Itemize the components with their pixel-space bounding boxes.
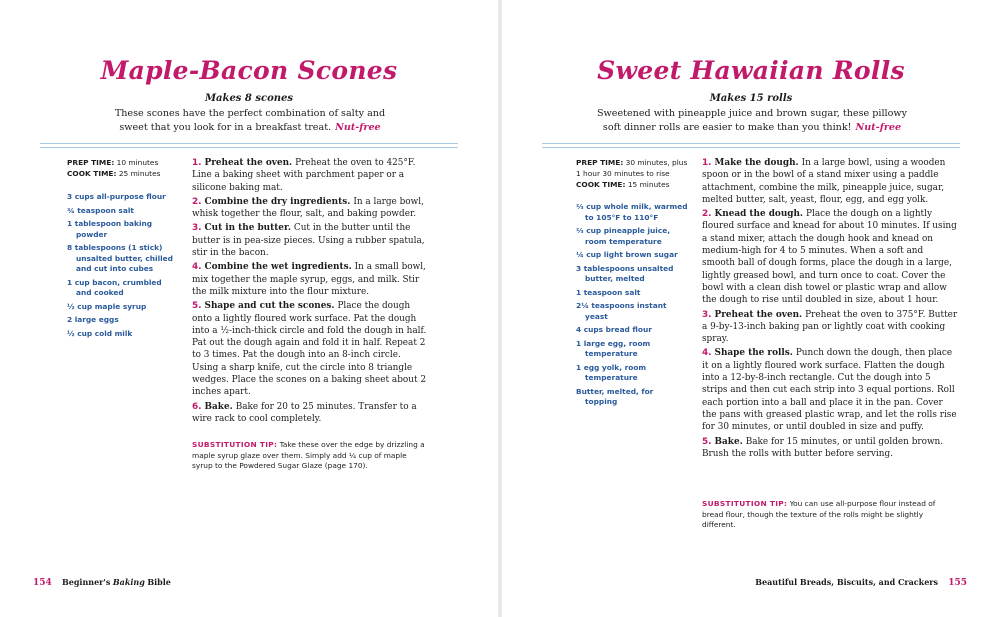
step-number: 3. <box>702 309 712 320</box>
step-text: In a small bowl, mix together the maple syrup, eggs, and milk. Stir the milk mixture into the flour mixture. <box>192 262 426 297</box>
recipe-times <box>576 157 694 190</box>
step-heading: Bake. <box>714 436 743 447</box>
ingredient-item: 1 teaspoon salt <box>576 287 641 297</box>
tip-text: Take these over the edge by drizzling a maple syrup glaze over them. Simply add ¼ cup of maple syrup to the Powdered Sugar Glaze (page 170). <box>192 440 425 471</box>
book-title-b: Baking <box>112 577 145 587</box>
ingredient-item: 8 tablespoons (1 stick) unsalted butter, chilled and cut into cubes <box>67 243 173 273</box>
page-footer <box>33 577 171 588</box>
recipe-times <box>67 157 177 179</box>
step-number: 3. <box>192 223 202 234</box>
step-list <box>192 157 428 427</box>
chapter-title: Beautiful Breads, Biscuits, and Crackers <box>755 577 939 587</box>
tip-label: SUBSTITUTION TIP: <box>702 499 788 508</box>
step-text: Punch down the dough, then place it on a lightly floured work surface. Flatten the dough into a 12-by-8-inch rectangle. Cut the dough into 5 strips and then cut each strip into 3 equal portions. Roll each portion into a ball and place it in the pan. Cover the pans with greased plastic wrap, and let the rolls rise for 30 minutes, or until doubled in size and puffy. <box>702 348 957 433</box>
diet-tag: Nut-free <box>335 122 381 133</box>
tip-text: You can use all-purpose flour instead of bread flour, though the texture of the rolls might be slightly different. <box>702 499 936 530</box>
substitution-tip <box>702 499 958 531</box>
step-item <box>192 222 428 259</box>
step-number: 2. <box>702 209 712 220</box>
step-number: 5. <box>192 301 202 312</box>
page-footer <box>755 577 967 588</box>
book-title-a: Beginner's <box>61 577 111 587</box>
ingredient-item: 1 cup bacon, crumbled and cooked <box>67 277 162 297</box>
step-number: 4. <box>702 348 712 359</box>
ingredient-item: 3 cups all-purpose flour <box>67 192 166 201</box>
step-number: 5. <box>702 436 712 447</box>
substitution-tip <box>192 440 428 472</box>
step-number: 1. <box>702 158 712 168</box>
prep-time <box>67 157 177 168</box>
step-heading: Make the dough. <box>714 158 799 168</box>
intro-line: These scones have the perfect combination of salty and <box>114 108 386 119</box>
divider-rule <box>40 143 458 148</box>
intro-line <box>60 121 440 135</box>
step-text: In a large bowl, whisk together the flour, salt, and baking powder. <box>192 196 424 220</box>
cook-time <box>576 179 694 190</box>
divider-rule <box>542 143 960 148</box>
step-heading: Combine the wet ingredients. <box>204 262 352 273</box>
step-heading: Preheat the oven. <box>714 309 803 320</box>
ingredient-item: 2¼ teaspoons instant yeast <box>576 301 667 321</box>
step-item <box>192 300 428 398</box>
ingredient-item: Butter, melted, for topping <box>576 386 654 406</box>
ingredient-item: 1 egg yolk, room temperature <box>576 362 647 382</box>
recipe-intro <box>60 107 440 135</box>
intro-line: Sweetened with pineapple juice and brown sugar, these pillowy <box>596 108 907 119</box>
ingredient-item: ¾ teaspoon salt <box>67 205 134 215</box>
step-heading: Combine the dry ingredients. <box>204 196 351 207</box>
step-item <box>702 157 958 206</box>
recipe-intro <box>562 107 942 135</box>
step-text: Bake for 20 to 25 minutes. Transfer to a wire rack to cool completely. <box>192 401 417 424</box>
step-text: In a large bowl, using a wooden spoon or in the bowl of a stand mixer using a paddle attachment, combine the milk, pineapple juice, sugar, melted butter, salt, yeast, flour, egg, and egg yolk. <box>702 158 946 205</box>
step-text: Place the dough onto a lightly floured work surface. Pat the dough into a ½-inch-thick circle and fold the dough in half. Pat out the dough again and fold it in half. Repeat 2 to 3 times. Pat the dough into an 8-inch circle. Using a sharp knife, cut the circle into 8 triangle wedges. Place the scones on a baking sheet about 2 inches apart. <box>192 301 427 398</box>
step-heading: Bake. <box>204 401 233 412</box>
cook-time-value: 25 minutes <box>118 169 161 178</box>
prep-time-value: 10 minutes <box>116 158 159 167</box>
page-number: 154 <box>33 578 52 588</box>
intro-text: sweet that you look for in a breakfast treat. <box>119 122 332 133</box>
prep-time-value: 30 minutes, plus 1 hour 30 minutes to rise <box>576 158 688 178</box>
ingredient-item: ½ cup maple syrup <box>67 301 147 311</box>
step-item <box>192 401 428 426</box>
tip-label: SUBSTITUTION TIP: <box>192 440 278 449</box>
step-list <box>702 157 958 462</box>
page-number: 155 <box>948 578 967 588</box>
book-title-c: Bible <box>147 577 171 587</box>
ingredient-item: 1 tablespoon baking powder <box>67 219 153 239</box>
ingredient-item: ⅔ cup pineapple juice, room temperature <box>576 226 671 246</box>
ingredient-list <box>576 202 688 411</box>
step-item <box>702 208 958 306</box>
step-text: Cut in the butter until the butter is in pea-size pieces. Using a rubber spatula, stir in the bacon. <box>192 223 425 259</box>
step-heading: Knead the dough. <box>714 209 804 220</box>
right-page <box>502 0 1000 617</box>
step-text: Preheat the oven to 375°F. Butter a 9-by-13-inch baking pan or lightly coat with cooking spray. <box>702 309 958 345</box>
step-heading: Preheat the oven. <box>204 158 293 168</box>
recipe-yield: Makes 15 rolls <box>709 93 793 104</box>
step-number: 2. <box>192 196 202 207</box>
step-item <box>702 309 958 346</box>
prep-time-label: PREP TIME: <box>67 158 115 167</box>
ingredient-item: 3 tablespoons unsalted butter, melted <box>576 263 674 283</box>
step-number: 6. <box>192 401 202 412</box>
intro-line <box>562 121 942 135</box>
recipe-yield: Makes 8 scones <box>204 93 294 104</box>
prep-time <box>576 157 694 179</box>
ingredient-item: 2 large eggs <box>67 315 119 324</box>
step-item <box>192 157 428 194</box>
recipe-title: Maple-Bacon Scones <box>100 56 398 85</box>
cook-time-value: 15 minutes <box>627 180 670 189</box>
step-item <box>702 347 958 433</box>
step-heading: Shape and cut the scones. <box>204 301 335 312</box>
prep-time-label: PREP TIME: <box>576 158 624 167</box>
step-heading: Cut in the butter. <box>204 223 291 234</box>
cook-time-label: COOK TIME: <box>576 180 626 189</box>
recipe-title: Sweet Hawaiian Rolls <box>597 56 905 85</box>
diet-tag: Nut-free <box>855 122 902 133</box>
ingredient-item: ¼ cup light brown sugar <box>576 250 678 259</box>
step-item <box>702 436 958 461</box>
step-number: 1. <box>192 158 202 168</box>
step-item <box>192 196 428 221</box>
left-page <box>0 0 498 617</box>
step-heading: Shape the rolls. <box>714 348 793 359</box>
cook-time <box>67 168 177 179</box>
cook-time-label: COOK TIME: <box>67 169 117 178</box>
intro-text: soft dinner rolls are easier to make than you think! <box>602 122 852 133</box>
step-item <box>192 261 428 298</box>
ingredient-item: 4 cups bread flour <box>576 325 652 334</box>
ingredient-item: 1 large egg, room temperature <box>576 338 651 358</box>
step-text: Preheat the oven to 425°F. Line a baking sheet with parchment paper or a silicone baking mat. <box>192 158 416 193</box>
step-text: Bake for 15 minutes, or until golden brown. Brush the rolls with butter before serving. <box>702 436 944 459</box>
ingredient-list <box>67 192 177 342</box>
step-number: 4. <box>192 262 202 273</box>
ingredient-item: ½ cup cold milk <box>67 328 133 338</box>
step-text: Place the dough on a lightly floured surface and knead for about 10 minutes. If using a stand mixer, attach the dough hook and knead on medium-high for 4 to 5 minutes. When a soft and smooth ball of dough forms, place the dough in a large, lightly greased bowl, and turn once to coat. Cover the bowl with a clean dish towel or plastic wrap and allow the dough to rise until doubled in size, about 1 hour. <box>702 209 957 306</box>
ingredient-item: ⅔ cup whole milk, warmed to 105°F to 110°F <box>576 202 688 222</box>
